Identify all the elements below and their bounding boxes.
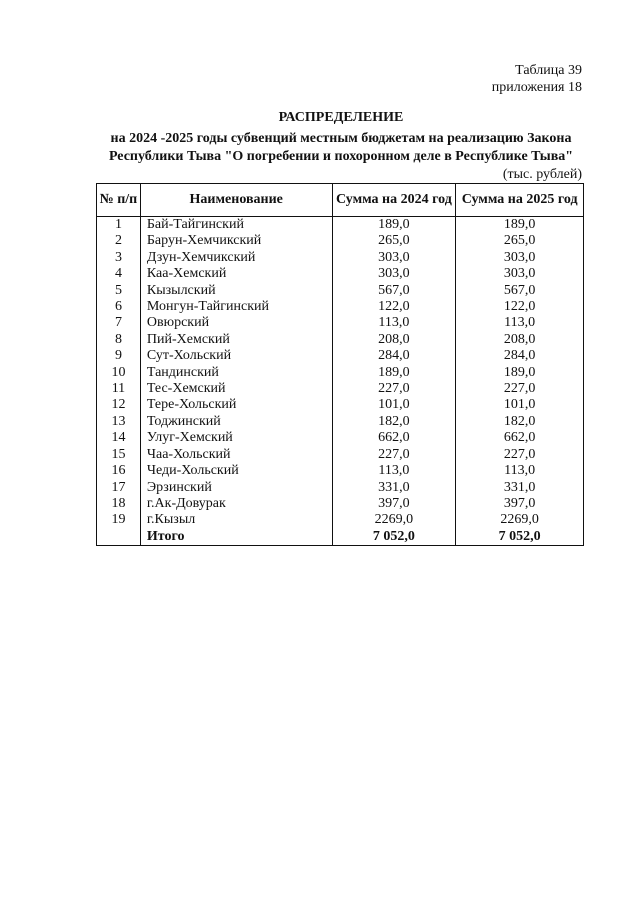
row-sum-2024: 303,0: [332, 250, 456, 266]
row-name: Улуг-Хемский: [140, 430, 332, 446]
table-row: [97, 233, 584, 249]
row-number: 13: [97, 414, 141, 430]
table-row: [97, 299, 584, 315]
row-sum-2024: 662,0: [332, 430, 456, 446]
row-sum-2024: 113,0: [332, 315, 456, 331]
table-row: [97, 463, 584, 479]
row-name: Сут-Хольский: [140, 348, 332, 364]
total-label: Итого: [140, 529, 332, 546]
row-sum-2024: 227,0: [332, 447, 456, 463]
table-row: [97, 381, 584, 397]
row-sum-2025: 101,0: [456, 397, 584, 413]
row-sum-2025: 397,0: [456, 496, 584, 512]
row-name: Кызылский: [140, 283, 332, 299]
total-row: [97, 529, 584, 546]
row-name: г.Кызыл: [140, 512, 332, 528]
row-name: Монгун-Тайгинский: [140, 299, 332, 315]
table-reference: [492, 62, 582, 96]
row-name: Чеди-Хольский: [140, 463, 332, 479]
table-body: [97, 217, 584, 546]
row-name: Овюрский: [140, 315, 332, 331]
table-row: [97, 430, 584, 446]
row-name: Эрзинский: [140, 480, 332, 496]
row-sum-2025: 303,0: [456, 266, 584, 282]
row-number: 5: [97, 283, 141, 299]
row-number: 19: [97, 512, 141, 528]
row-name: Пий-Хемский: [140, 332, 332, 348]
row-number: 12: [97, 397, 141, 413]
row-sum-2024: 208,0: [332, 332, 456, 348]
row-name: г.Ак-Довурак: [140, 496, 332, 512]
row-sum-2024: 2269,0: [332, 512, 456, 528]
row-sum-2025: 113,0: [456, 315, 584, 331]
table-row: [97, 315, 584, 331]
table-row: [97, 414, 584, 430]
row-sum-2025: 122,0: [456, 299, 584, 315]
row-sum-2025: 113,0: [456, 463, 584, 479]
table-row: [97, 480, 584, 496]
table-row: [97, 283, 584, 299]
row-name: Тандинский: [140, 365, 332, 381]
row-sum-2025: 331,0: [456, 480, 584, 496]
row-number: 1: [97, 217, 141, 234]
header-number: № п/п: [97, 184, 141, 217]
row-sum-2024: 567,0: [332, 283, 456, 299]
row-sum-2025: 189,0: [456, 217, 584, 234]
row-name: Чаа-Хольский: [140, 447, 332, 463]
row-sum-2024: 122,0: [332, 299, 456, 315]
row-sum-2025: 189,0: [456, 365, 584, 381]
row-sum-2024: 182,0: [332, 414, 456, 430]
table-row: [97, 447, 584, 463]
table-header-row: [97, 184, 584, 217]
row-name: Тес-Хемский: [140, 381, 332, 397]
row-sum-2025: 303,0: [456, 250, 584, 266]
row-name: Тере-Хольский: [140, 397, 332, 413]
total-number: [97, 529, 141, 546]
table-row: [97, 365, 584, 381]
row-number: 14: [97, 430, 141, 446]
header-sum-2025: Сумма на 2025 год: [456, 184, 584, 217]
header-sum-2024: Сумма на 2024 год: [332, 184, 456, 217]
row-number: 2: [97, 233, 141, 249]
header-name: Наименование: [140, 184, 332, 217]
row-number: 18: [97, 496, 141, 512]
table-row: [97, 348, 584, 364]
row-number: 9: [97, 348, 141, 364]
total-sum-2025: 7 052,0: [456, 529, 584, 546]
row-number: 17: [97, 480, 141, 496]
row-sum-2024: 284,0: [332, 348, 456, 364]
row-number: 8: [97, 332, 141, 348]
table-number: Таблица 39: [515, 63, 582, 78]
row-sum-2025: 284,0: [456, 348, 584, 364]
document-title: РАСПРЕДЕЛЕНИЕ: [278, 110, 404, 125]
table-row: [97, 397, 584, 413]
row-sum-2024: 189,0: [332, 365, 456, 381]
row-name: Бай-Тайгинский: [140, 217, 332, 234]
row-number: 11: [97, 381, 141, 397]
table-row: [97, 266, 584, 282]
row-number: 16: [97, 463, 141, 479]
row-sum-2024: 113,0: [332, 463, 456, 479]
subtitle-line-2: Республики Тыва "О погребении и похоронном деле в Республике Тыва": [108, 149, 574, 164]
row-name: Барун-Хемчикский: [140, 233, 332, 249]
appendix-number: приложения 18: [491, 80, 582, 95]
row-sum-2024: 227,0: [332, 381, 456, 397]
row-number: 6: [97, 299, 141, 315]
row-name: Тоджинский: [140, 414, 332, 430]
table-row: [97, 332, 584, 348]
subtitle-line-1: на 2024 -2025 годы субвенций местным бюджетам на реализацию Закона: [110, 131, 572, 146]
row-number: 10: [97, 365, 141, 381]
row-sum-2025: 265,0: [456, 233, 584, 249]
row-sum-2024: 397,0: [332, 496, 456, 512]
row-name: Дзун-Хемчикский: [140, 250, 332, 266]
row-sum-2024: 101,0: [332, 397, 456, 413]
table-row: [97, 512, 584, 528]
table-row: [97, 496, 584, 512]
table-row: [97, 250, 584, 266]
row-number: 15: [97, 447, 141, 463]
row-number: 7: [97, 315, 141, 331]
row-number: 4: [97, 266, 141, 282]
row-sum-2025: 182,0: [456, 414, 584, 430]
distribution-table: [96, 183, 584, 546]
row-sum-2025: 567,0: [456, 283, 584, 299]
row-sum-2024: 331,0: [332, 480, 456, 496]
row-sum-2024: 189,0: [332, 217, 456, 234]
row-sum-2024: 265,0: [332, 233, 456, 249]
row-sum-2025: 208,0: [456, 332, 584, 348]
row-sum-2025: 662,0: [456, 430, 584, 446]
row-name: Каа-Хемский: [140, 266, 332, 282]
row-sum-2024: 303,0: [332, 266, 456, 282]
table-row: [97, 217, 584, 234]
document-subtitle: [96, 130, 586, 166]
row-sum-2025: 227,0: [456, 447, 584, 463]
units-label: (тыс. рублей): [502, 167, 582, 182]
row-number: 3: [97, 250, 141, 266]
total-sum-2024: 7 052,0: [332, 529, 456, 546]
row-sum-2025: 2269,0: [456, 512, 584, 528]
row-sum-2025: 227,0: [456, 381, 584, 397]
